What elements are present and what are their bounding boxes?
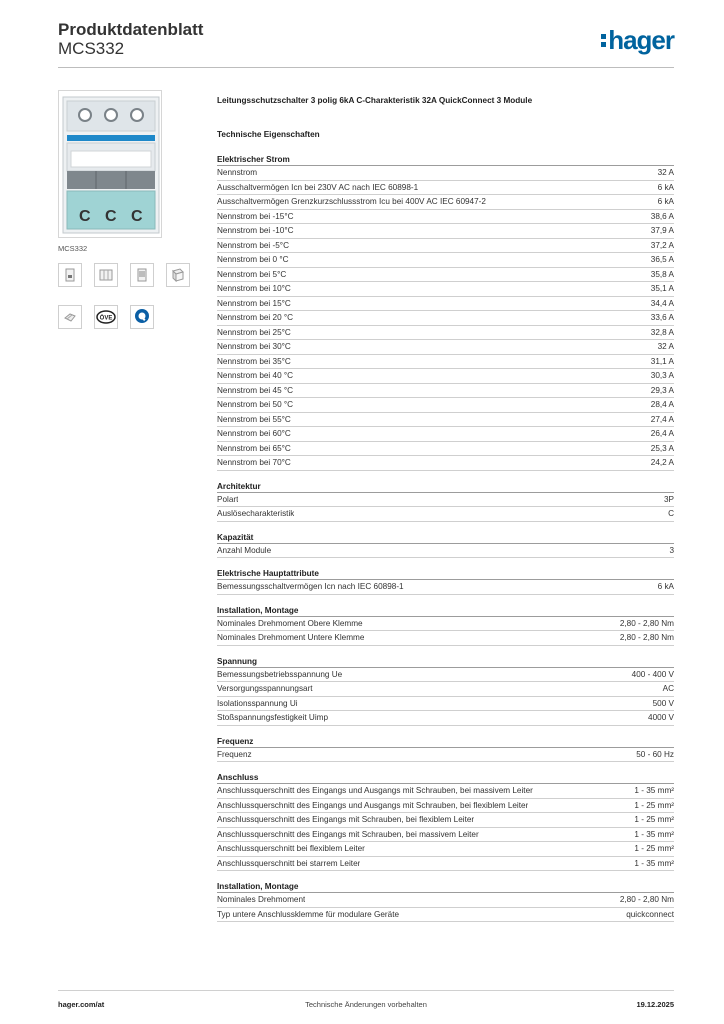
spec-label: Anschlussquerschnitt des Eingangs und Ausgangs mit Schrauben, bei flexiblem Leiter bbox=[217, 800, 529, 810]
spec-group bbox=[217, 736, 674, 763]
spec-label: Anzahl Module bbox=[217, 545, 272, 555]
spec-row bbox=[217, 369, 674, 384]
spec-label: Polart bbox=[217, 494, 239, 504]
spec-label: Nominales Drehmoment Untere Klemme bbox=[217, 633, 365, 643]
spec-value: 6 kA bbox=[657, 582, 674, 592]
spec-row bbox=[217, 442, 674, 457]
spec-row bbox=[217, 384, 674, 399]
spec-value: 2,80 - 2,80 Nm bbox=[619, 633, 674, 643]
spec-value: 28,4 A bbox=[650, 400, 674, 410]
spec-row bbox=[217, 239, 674, 254]
spec-row bbox=[217, 631, 674, 646]
spec-value: quickconnect bbox=[626, 909, 674, 919]
spec-label: Frequenz bbox=[217, 749, 252, 759]
spec-value: 3 bbox=[669, 545, 674, 555]
spec-row bbox=[217, 784, 674, 799]
spec-row bbox=[217, 413, 674, 428]
spec-row bbox=[217, 682, 674, 697]
product-image bbox=[58, 90, 162, 238]
spec-row bbox=[217, 326, 674, 341]
hager-logo[interactable] bbox=[601, 25, 674, 55]
spec-label: Bemessungsschaltvermögen Icn nach IEC 60898-1 bbox=[217, 582, 404, 592]
spec-value: 25,3 A bbox=[650, 443, 674, 453]
device-side-icon bbox=[99, 268, 113, 282]
spec-row bbox=[217, 181, 674, 196]
logo-dots-icon bbox=[601, 34, 606, 47]
spec-label: Anschlussquerschnitt bei starrem Leiter bbox=[217, 858, 361, 868]
spec-label: Nennstrom bei 25°C bbox=[217, 327, 291, 337]
spec-group-title: Spannung bbox=[217, 656, 674, 668]
spec-row bbox=[217, 908, 674, 923]
spec-label: Nennstrom bei 45 °C bbox=[217, 385, 294, 395]
spec-row bbox=[217, 456, 674, 471]
logo-text: hager bbox=[608, 25, 674, 55]
page-title: Produktdatenblatt bbox=[58, 20, 204, 39]
thumbnail-3d[interactable] bbox=[166, 263, 190, 287]
spec-value: 24,2 A bbox=[650, 458, 674, 468]
spec-group bbox=[217, 532, 674, 559]
spec-group bbox=[217, 481, 674, 522]
spec-value: 30,3 A bbox=[650, 371, 674, 381]
spec-value: 36,5 A bbox=[650, 255, 674, 265]
spec-label: Nennstrom bbox=[217, 168, 258, 178]
footer-note: Technische Änderungen vorbehalten bbox=[305, 1000, 427, 1009]
spec-label: Nennstrom bei 5°C bbox=[217, 269, 287, 279]
spec-value: 37,9 A bbox=[650, 226, 674, 236]
spec-value: 1 - 35 mm² bbox=[634, 786, 674, 796]
page-header bbox=[58, 20, 674, 68]
circuit-breaker-icon bbox=[59, 91, 162, 238]
spec-value: 32 A bbox=[657, 342, 674, 352]
spec-group bbox=[217, 656, 674, 726]
thumbnail-grid bbox=[58, 263, 162, 329]
spec-group-title: Installation, Montage bbox=[217, 881, 674, 893]
product-code: MCS332 bbox=[58, 39, 125, 58]
spec-row bbox=[217, 355, 674, 370]
spec-label: Anschlussquerschnitt des Eingangs mit Schrauben, bei flexiblem Leiter bbox=[217, 815, 475, 825]
spec-row bbox=[217, 282, 674, 297]
spec-row bbox=[217, 857, 674, 872]
thumbnail-label[interactable] bbox=[130, 263, 154, 287]
spec-row bbox=[217, 893, 674, 908]
spec-label: Nennstrom bei -15°C bbox=[217, 211, 294, 221]
spec-value: 500 V bbox=[652, 698, 674, 708]
spec-group bbox=[217, 772, 674, 871]
spec-label: Versorgungsspannungsart bbox=[217, 684, 313, 694]
spec-label: Bemessungsbetriebsspannung Ue bbox=[217, 669, 343, 679]
spec-group bbox=[217, 154, 674, 471]
spec-value: 38,6 A bbox=[650, 211, 674, 221]
spec-row bbox=[217, 493, 674, 508]
spec-label: Isolationsspannung Ui bbox=[217, 698, 298, 708]
spec-group-title: Elektrischer Strom bbox=[217, 154, 674, 166]
spec-row bbox=[217, 813, 674, 828]
spec-label: Nennstrom bei 70°C bbox=[217, 458, 291, 468]
spec-label: Nominales Drehmoment bbox=[217, 895, 306, 905]
spec-label: Typ untere Anschlussklemme für modulare Geräte bbox=[217, 909, 400, 919]
spec-group-title: Elektrische Hauptattribute bbox=[217, 568, 674, 580]
spec-value: C bbox=[668, 509, 674, 519]
spec-value: 1 - 25 mm² bbox=[634, 800, 674, 810]
spec-group bbox=[217, 881, 674, 922]
spec-row bbox=[217, 427, 674, 442]
spec-value: 50 - 60 Hz bbox=[636, 749, 674, 759]
spec-group bbox=[217, 605, 674, 646]
spec-row bbox=[217, 668, 674, 683]
spec-value: 32,8 A bbox=[650, 327, 674, 337]
spec-groups bbox=[217, 154, 674, 922]
spec-row bbox=[217, 799, 674, 814]
spec-value: 35,8 A bbox=[650, 269, 674, 279]
spec-row bbox=[217, 268, 674, 283]
spec-value: 34,4 A bbox=[650, 298, 674, 308]
spec-label: Nominales Drehmoment Obere Klemme bbox=[217, 618, 363, 628]
spec-label: Nennstrom bei 40 °C bbox=[217, 371, 294, 381]
spec-value: 400 - 400 V bbox=[631, 669, 674, 679]
spec-label: Nennstrom bei 20 °C bbox=[217, 313, 294, 323]
ove-logo-icon bbox=[96, 310, 116, 324]
spec-value: 2,80 - 2,80 Nm bbox=[619, 895, 674, 905]
spec-value: AC bbox=[662, 684, 674, 694]
spec-label: Nennstrom bei 35°C bbox=[217, 356, 291, 366]
thumbnail-quickconnect[interactable] bbox=[130, 305, 154, 329]
svg-text:ÖVE: ÖVE bbox=[99, 315, 113, 322]
spec-row bbox=[217, 224, 674, 239]
spec-row bbox=[217, 253, 674, 268]
spec-label: Nennstrom bei 30°C bbox=[217, 342, 291, 352]
product-description: Leitungsschutzschalter 3 polig 6kA C-Charakteristik 32A QuickConnect 3 Module bbox=[217, 96, 533, 105]
spec-value: 31,1 A bbox=[650, 356, 674, 366]
spec-row bbox=[217, 297, 674, 312]
spec-row bbox=[217, 210, 674, 225]
thumbnail-ove[interactable] bbox=[94, 305, 118, 329]
spec-label: Nennstrom bei -5°C bbox=[217, 240, 289, 250]
spec-row bbox=[217, 617, 674, 632]
thumbnail-front[interactable] bbox=[58, 263, 82, 287]
spec-value: 1 - 25 mm² bbox=[634, 844, 674, 854]
spec-row bbox=[217, 544, 674, 559]
thumbnail-side[interactable] bbox=[94, 263, 118, 287]
spec-group-title: Architektur bbox=[217, 481, 674, 493]
spec-value: 33,6 A bbox=[650, 313, 674, 323]
device-terminal-icon bbox=[63, 310, 77, 324]
spec-row bbox=[217, 697, 674, 712]
svg-text:C: C bbox=[79, 208, 91, 225]
page-footer bbox=[58, 990, 674, 1010]
spec-value: 1 - 35 mm² bbox=[634, 858, 674, 868]
spec-row bbox=[217, 398, 674, 413]
spec-value: 35,1 A bbox=[650, 284, 674, 294]
section-title: Technische Eigenschaften bbox=[217, 130, 320, 139]
spec-value: 1 - 25 mm² bbox=[634, 815, 674, 825]
spec-row bbox=[217, 828, 674, 843]
spec-label: Nennstrom bei 10°C bbox=[217, 284, 291, 294]
spec-value: 6 kA bbox=[657, 182, 674, 192]
spec-group-title: Kapazität bbox=[217, 532, 674, 544]
spec-row bbox=[217, 195, 674, 210]
spec-label: Ausschaltvermögen Grenzkurzschlussstrom Icu bei 400V AC IEC 60947-2 bbox=[217, 197, 486, 207]
spec-row bbox=[217, 711, 674, 726]
spec-value: 1 - 35 mm² bbox=[634, 829, 674, 839]
footer-date: 19.12.2025 bbox=[636, 1000, 674, 1009]
spec-value: 2,80 - 2,80 Nm bbox=[619, 618, 674, 628]
svg-text:C: C bbox=[105, 208, 117, 225]
spec-group-title: Installation, Montage bbox=[217, 605, 674, 617]
spec-label: Stoßspannungsfestigkeit Uimp bbox=[217, 713, 329, 723]
spec-value: 27,4 A bbox=[650, 414, 674, 424]
spec-label: Nennstrom bei 15°C bbox=[217, 298, 291, 308]
spec-label: Ausschaltvermögen Icn bei 230V AC nach IEC 60898-1 bbox=[217, 182, 419, 192]
spec-label: Nennstrom bei 0 °C bbox=[217, 255, 289, 265]
spec-row bbox=[217, 842, 674, 857]
spec-row bbox=[217, 748, 674, 763]
spec-row bbox=[217, 166, 674, 181]
spec-value: 29,3 A bbox=[650, 385, 674, 395]
spec-label: Anschlussquerschnitt des Eingangs und Ausgangs mit Schrauben, bei massivem Leiter bbox=[217, 786, 533, 796]
spec-label: Nennstrom bei 55°C bbox=[217, 414, 291, 424]
product-media bbox=[58, 90, 162, 329]
spec-label: Nennstrom bei 65°C bbox=[217, 443, 291, 453]
spec-label: Nennstrom bei 60°C bbox=[217, 429, 291, 439]
spec-content bbox=[217, 96, 674, 932]
device-front-icon bbox=[63, 268, 77, 282]
svg-text:C: C bbox=[131, 208, 143, 225]
footer-url[interactable]: hager.com/at bbox=[58, 1000, 105, 1009]
spec-row bbox=[217, 340, 674, 355]
spec-row bbox=[217, 311, 674, 326]
quickconnect-logo-icon bbox=[133, 308, 151, 326]
device-label-icon bbox=[135, 268, 149, 282]
spec-value: 6 kA bbox=[657, 197, 674, 207]
product-caption: MCS332 bbox=[58, 244, 88, 253]
spec-group bbox=[217, 568, 674, 595]
spec-label: Nennstrom bei 50 °C bbox=[217, 400, 294, 410]
spec-row bbox=[217, 580, 674, 595]
thumbnail-terminal[interactable] bbox=[58, 305, 82, 329]
spec-group-title: Anschluss bbox=[217, 772, 674, 784]
spec-label: Anschlussquerschnitt des Eingangs mit Schrauben, bei massivem Leiter bbox=[217, 829, 479, 839]
spec-row bbox=[217, 507, 674, 522]
spec-group-title: Frequenz bbox=[217, 736, 674, 748]
spec-label: Auslösecharakteristik bbox=[217, 509, 295, 519]
spec-value: 32 A bbox=[657, 168, 674, 178]
spec-label: Nennstrom bei -10°C bbox=[217, 226, 294, 236]
spec-value: 4000 V bbox=[648, 713, 674, 723]
spec-value: 3P bbox=[663, 494, 674, 504]
spec-label: Anschlussquerschnitt bei flexiblem Leiter bbox=[217, 844, 365, 854]
device-3d-icon bbox=[171, 268, 185, 282]
spec-value: 37,2 A bbox=[650, 240, 674, 250]
spec-value: 26,4 A bbox=[650, 429, 674, 439]
